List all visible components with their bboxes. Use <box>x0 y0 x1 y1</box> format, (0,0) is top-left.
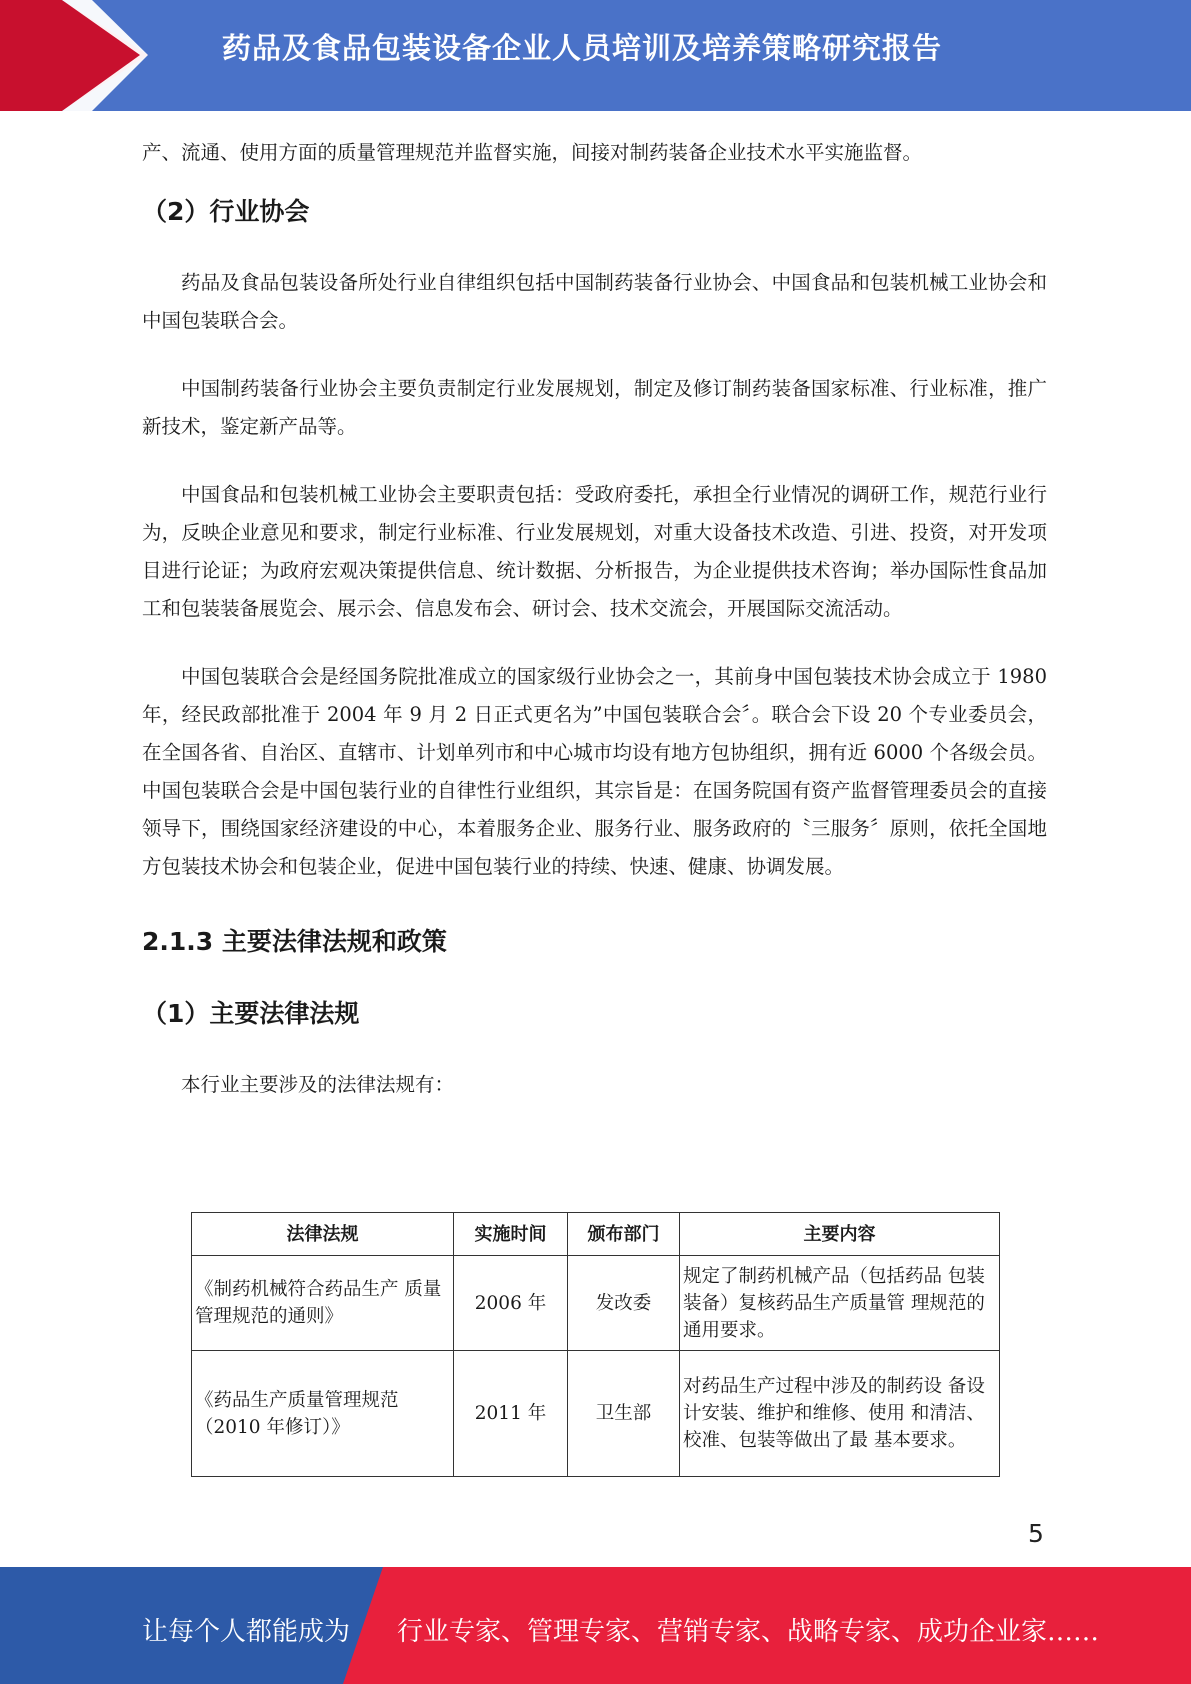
column-header-law: 法律法规 <box>192 1213 454 1256</box>
cell-effective-date: 2006 年 <box>454 1256 568 1351</box>
footer-slogan-right: 行业专家、管理专家、营销专家、战略专家、成功企业家…… <box>397 1617 1100 1647</box>
page-footer <box>0 1567 1191 1684</box>
column-header-department: 颁布部门 <box>568 1213 680 1256</box>
cell-law-name: 《制药机械符合药品生产 质量管理规范的通则》 <box>192 1256 454 1351</box>
paragraph-pharma-equipment-association: 中国制药装备行业协会主要负责制定行业发展规划，制定及修订制药装备国家标准、行业标准，推广新技术，鉴定新产品等。 <box>142 377 1047 438</box>
page-number: 5 <box>1028 1519 1044 1548</box>
column-header-content: 主要内容 <box>680 1213 1000 1256</box>
page-header <box>0 0 1191 111</box>
paragraph-food-packaging-association: 中国食品和包装机械工业协会主要职责包括：受政府委托，承担全行业情况的调研工作，规范行业行为，反映企业意见和要求，制定行业标准、行业发展规划，对重大设备技术改造、引进、投资，对开发项目进行论证；为政府宏观决策提供信息、统计数据、分析报告，为企业提供技术咨询；举办国际性食品加工和包装装备展览会、展示会、信息发布会、研讨会、技术交流会，开展国际交流活动。 <box>142 483 1047 620</box>
paragraph-packaging-federation: 中国包装联合会是经国务院批准成立的国家级行业协会之一，其前身中国包装技术协会成立于 1980 年，经民政部批准于 2004 年 9 月 2 日正式更名为”中国包装联合会〞。联合会下设 20 个专业委员会，在全国各省、自治区、直辖市、计划单列市和中心城市均设有地方包协组织，拥有近 6000 个各级会员。中国包装联合会是中国包装行业的自律性行业组织，其宗旨是：在国务院国有资产监督管理委员会的直接领导下，围绕国家经济建设的中心，本着服务企业、服务行业、服务政府的〝三服务〞原则，依托全国地方包装技术协会和包装企业，促进中国包装行业的持续、快速、健康、协调发展。 <box>142 665 1047 878</box>
table-header-row <box>192 1213 1000 1256</box>
heading-section-2-1-3: 2.1.3 主要法律法规和政策 <box>142 927 447 956</box>
cell-effective-date: 2011 年 <box>454 1351 568 1477</box>
heading-industry-associations: （2）行业协会 <box>142 197 310 226</box>
paragraph-laws-intro: 本行业主要涉及的法律法规有： <box>181 1073 455 1096</box>
footer-slogan-left: 让每个人都能成为 <box>142 1617 351 1647</box>
cell-content: 规定了制药机械产品（包括药品 包装装备）复核药品生产质量管 理规范的通用要求。 <box>680 1256 1000 1351</box>
report-title: 药品及食品包装设备企业人员培训及培养策略研究报告 <box>222 31 943 65</box>
table-row <box>192 1256 1000 1351</box>
column-header-effective-date: 实施时间 <box>454 1213 568 1256</box>
paragraph-intro: 产、流通、使用方面的质量管理规范并监督实施，间接对制药装备企业技术水平实施监督。 <box>142 141 923 164</box>
paragraph-associations-overview: 药品及食品包装设备所处行业自律组织包括中国制药装备行业协会、中国食品和包装机械工业协会和中国包装联合会。 <box>142 271 1047 332</box>
cell-content: 对药品生产过程中涉及的制药设 备设计安装、维护和维修、使用 和清洁、校准、包装等做出了最 基本要求。 <box>680 1351 1000 1477</box>
cell-law-name: 《药品生产质量管理规范（2010 年修订）》 <box>192 1351 454 1477</box>
cell-department: 发改委 <box>568 1256 680 1351</box>
laws-table <box>191 1212 1000 1477</box>
heading-main-laws: （1）主要法律法规 <box>142 999 360 1028</box>
cell-department: 卫生部 <box>568 1351 680 1477</box>
table-row <box>192 1351 1000 1477</box>
page-content <box>142 130 1047 1104</box>
